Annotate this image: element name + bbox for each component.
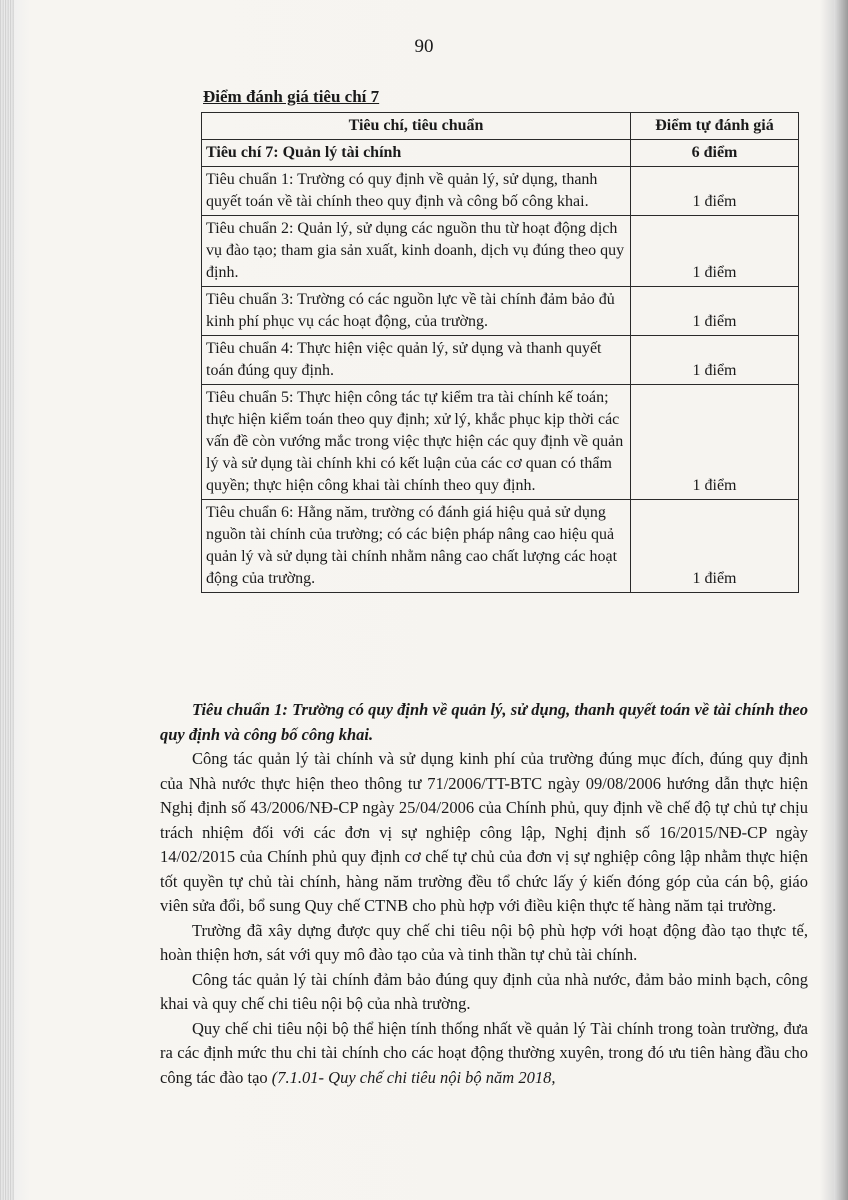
criteria-table [201,112,799,593]
table-header-row [202,113,799,140]
body-paragraph-text: Quy chế chi tiêu nội bộ thể hiện tính thống nhất về quản lý Tài chính trong toàn trường, đưa ra các định mức thu chi tài chính cho các hoạt động thường xuyên, trong đó ưu tiên hàng đầu cho công tác đào tạo [160,1018,808,1087]
book-spine-edge [0,0,14,1200]
standard-score: 1 điểm [631,287,799,336]
body-text [160,698,808,1090]
criterion-label: Tiêu chí 7: Quản lý tài chính [202,140,631,167]
table-row [202,167,799,216]
criterion-row [202,140,799,167]
table-row [202,385,799,500]
standard-1-subheading: Tiêu chuẩn 1: Trường có quy định về quản lý, sử dụng, thanh quyết toán về tài chính theo quy định và công bố công khai. [160,700,808,744]
table-row [202,287,799,336]
standard-score: 1 điểm [631,216,799,287]
standard-text: Tiêu chuẩn 3: Trường có các nguồn lực về tài chính đảm bảo đủ kinh phí phục vụ các hoạt động, của trường. [202,287,631,336]
header-criteria: Tiêu chí, tiêu chuẩn [202,113,631,140]
standard-text: Tiêu chuẩn 6: Hằng năm, trường có đánh giá hiệu quả sử dụng nguồn tài chính của trường; có các biện pháp nâng cao hiệu quả quản lý và sử dụng tài chính nhằm nâng cao chất lượng các hoạt động của trường. [202,500,631,593]
standard-score: 1 điểm [631,336,799,385]
page-right-edge [834,0,848,1200]
standard-text: Tiêu chuẩn 5: Thực hiện công tác tự kiểm tra tài chính kế toán; thực hiện kiểm toán theo quy định; xử lý, khắc phục kịp thời các vấn đề còn vướng mắc trong việc thực hiện các quy định về quản lý và sử dụng tài chính khi có kết luận của các cơ quan có thẩm quyền; thực hiện công khai tài chính theo quy định. [202,385,631,500]
body-paragraph-last [160,1017,808,1091]
criterion-score: 6 điểm [631,140,799,167]
body-paragraph: Công tác quản lý tài chính và sử dụng kinh phí của trường đúng mục đích, đúng quy định của Nhà nước thực hiện theo thông tư 71/2006/TT-BTC ngày 09/08/2006 hướng dẫn thực hiện Nghị định số 43/2006/NĐ-CP ngày 25/04/2006 của Chính phủ, quy định về chế độ tự chủ tự chịu trách nhiệm đối với các đơn vị sự nghiệp công lập, Nghị định số 16/2015/NĐ-CP ngày 14/02/2015 của Chính phủ quy định cơ chế tự chủ của đơn vị sự nghiệp công lập nhằm thực hiện tốt quyền tự chủ tài chính, hàng năm trường đều tổ chức lấy ý kiến đóng góp của cán bộ, giáo viên sửa đổi, bổ sung Quy chế CTNB cho phù hợp với điều kiện thực tế hàng năm tại trường. [160,749,808,915]
header-score: Điểm tự đánh giá [631,113,799,140]
section-heading: Điểm đánh giá tiêu chí 7 [203,87,380,106]
body-paragraph: Trường đã xây dựng được quy chế chi tiêu nội bộ phù hợp với hoạt động đào tạo thực tế, hoàn thiện hơn, sát với quy mô đào tạo của và tinh thần tự chủ tài chính. [160,920,808,964]
body-paragraph: Công tác quản lý tài chính đảm bảo đúng quy định của nhà nước, đảm bảo minh bạch, công khai và quy chế chi tiêu nội bộ của nhà trường. [160,969,808,1013]
standard-text: Tiêu chuẩn 4: Thực hiện việc quản lý, sử dụng và thanh quyết toán đúng quy định. [202,336,631,385]
standard-text: Tiêu chuẩn 2: Quản lý, sử dụng các nguồn thu từ hoạt động dịch vụ đào tạo; tham gia sản xuất, kinh doanh, dịch vụ đúng theo quy định. [202,216,631,287]
standard-score: 1 điểm [631,385,799,500]
standard-score: 1 điểm [631,500,799,593]
page-number: 90 [414,36,434,57]
standard-text: Tiêu chuẩn 1: Trường có quy định về quản lý, sử dụng, thanh quyết toán về tài chính theo quy định và công bố công khai. [202,167,631,216]
evidence-reference: (7.1.01- Quy chế chi tiêu nội bộ năm 2018, [271,1067,556,1087]
standard-score: 1 điểm [631,167,799,216]
table-row [202,216,799,287]
table-row [202,500,799,593]
table-row [202,336,799,385]
